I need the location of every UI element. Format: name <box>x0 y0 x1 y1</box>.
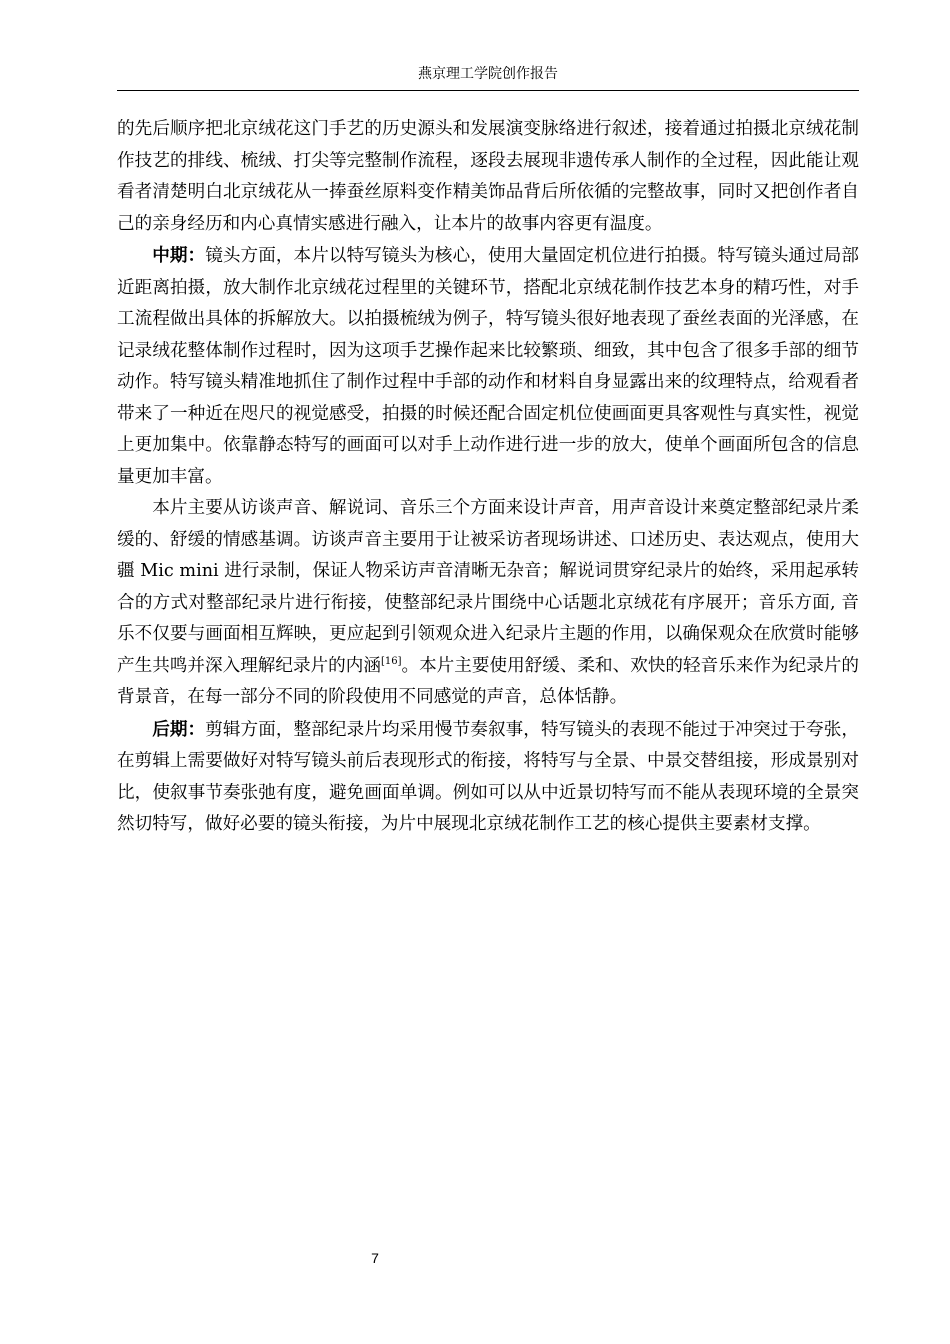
report-body <box>117 114 859 841</box>
paragraph-intro-continuation <box>117 114 859 240</box>
paragraph-text-continued: 。本片主要使用舒缓、柔和、欢快的轻音乐来作为纪录片的背景音，在每一部分不同的阶段使用不同感觉的声音，总体恬静。 <box>117 655 859 707</box>
paragraph-text: 镜头方面，本片以特写镜头为核心，使用大量固定机位进行拍摄。特写镜头通过局部近距离拍摄，放大制作北京绒花过程里的关键环节，搭配北京绒花制作技艺本身的精巧性，对手工流程做出具体的拆解放大。以拍摄梳绒为例子，特写镜头很好地表现了蚕丝表面的光泽感，在记录绒花整体制作过程时，因为这项手艺操作起来比较繁琐、细致，其中包含了很多手部的细节动作。特写镜头精准地抓住了制作过程中手部的动作和材料自身显露出来的纹理特点，给观看者带来了一种近在咫尺的视觉感受，拍摄的时候还配合固定机位使画面更具客观性与真实性，视觉上更加集中。依靠静态特写的画面可以对手上动作进行进一步的放大，使单个画面所包含的信息量更加丰富。 <box>117 246 859 487</box>
paragraph-text: 本片主要从访谈声音、解说词、音乐三个方面来设计声音，用声音设计来奠定整部纪录片柔缓的、舒缓的情感基调。访谈声音主要用于让被采访者现场讲述、口述历史、表达观点，使用大疆 Mic mini 进行录制，保证人物采访声音清晰无杂音；解说词贯穿纪录片的始终，采用起承转合的方式对整部纪录片进行衔接，使整部纪录片围绕中心话题北京绒花有序展开；音乐方面, 音乐不仅要与画面相互辉映，更应起到引领观众进入纪录片主题的作用，以确保观众在欣赏时能够产生共鸣并深入理解纪录片的内涵 <box>117 498 859 676</box>
paragraph-post-production <box>117 714 859 841</box>
paragraph-text: 剪辑方面，整部纪录片均采用慢节奏叙事，特写镜头的表现不能过于冲突过于夸张，在剪辑上需要做好对特写镜头前后表现形式的衔接，将特写与全景、中景交替组接，形成景别对比，使叙事节奏张弛有度，避免画面单调。例如可以从中近景切特写而不能从表现环境的全景突然切特写，做好必要的镜头衔接，为片中展现北京绒花制作工艺的核心提供主要素材支撑。 <box>117 719 859 834</box>
paragraph-sound-design <box>117 493 859 714</box>
section-label-middle: 中期： <box>152 245 206 266</box>
paragraph-middle-stage <box>117 240 859 493</box>
paragraph-text: 的先后顺序把北京绒花这门手艺的历史源头和发展演变脉络进行叙述，接着通过拍摄北京绒花制作技艺的排线、梳绒、打尖等完整制作流程，逐段去展现非遗传承人制作的全过程，因此能让观看者清楚明白北京绒花从一捧蚕丝原料变作精美饰品背后所依循的完整故事，同时又把创作者自己的亲身经历和内心真情实感进行融入，让本片的故事内容更有温度。 <box>117 119 859 234</box>
page-header <box>117 64 859 91</box>
header-title: 燕京理工学院创作报告 <box>418 66 558 82</box>
citation-marker: [16] <box>380 655 402 667</box>
section-label-post: 后期： <box>152 718 206 740</box>
page-number: 7 <box>371 1250 379 1266</box>
